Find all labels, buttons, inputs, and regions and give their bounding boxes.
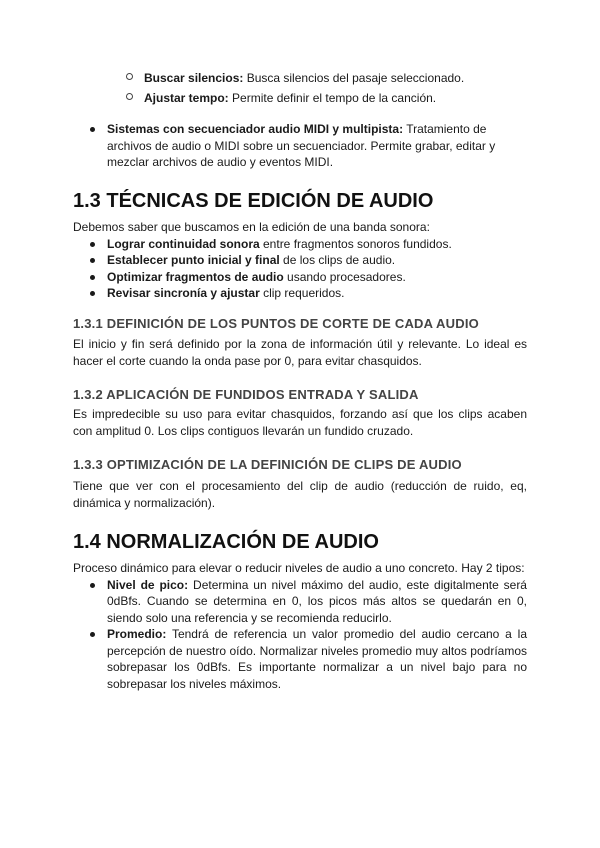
section-intro: Proceso dinámico para elevar o reducir niveles de audio a uno concreto. Hay 2 tipos:	[73, 561, 525, 575]
bullet-icon	[90, 127, 95, 132]
item-term: Lograr continuidad sonora	[107, 236, 260, 251]
list-item	[73, 285, 527, 302]
top-sublist	[120, 70, 540, 109]
list-item	[120, 90, 540, 107]
item-term: Promedio:	[107, 627, 167, 641]
item-text: Tratamiento de archivos de audio o MIDI sobre un secuenciador. Permite grabar, editar y mezclar archivos de audio y eventos MIDI.	[107, 122, 496, 169]
item-term: Buscar silencios:	[144, 71, 244, 85]
item-text: Determina un nivel máximo del audio, este digitalmente será 0dBfs. Cuando se determina en 0, los picos más altos se quedarán en 0, siendo solo una referencia y se recomienda reducirlo.	[107, 577, 527, 625]
item-text: usando procesadores.	[283, 269, 406, 284]
list-item	[73, 269, 527, 286]
item-term: Nivel de pico:	[107, 577, 189, 592]
list-item	[73, 236, 527, 253]
item-text: clip requeridos.	[259, 286, 345, 300]
bullet-icon	[90, 632, 95, 637]
item-term: Revisar sincronía y ajustar	[107, 286, 260, 300]
item-text: de los clips de audio.	[279, 253, 396, 267]
section-heading-1-3-2: 1.3.2 APLICACIÓN DE FUNDIDOS ENTRADA Y SALIDA	[73, 387, 419, 402]
bullet-icon	[90, 258, 95, 263]
item-term: Ajustar tempo:	[144, 90, 229, 105]
hollow-bullet-icon	[126, 73, 133, 80]
list-item	[120, 70, 540, 87]
section-heading-1-4: 1.4 NORMALIZACIÓN DE AUDIO	[73, 531, 379, 553]
paragraph: El inicio y fin será definido por la zona de información útil y relevante. Lo ideal es hacer el corte cuando la onda pase por 0, para evitar chasquidos.	[73, 337, 527, 368]
section-1-3-body	[73, 219, 527, 302]
bullet-icon	[90, 583, 95, 588]
item-text: Permite definir el tempo de la canción.	[228, 90, 437, 105]
item-text: Tendrá de referencia un valor promedio del audio cercano a la percepción de nuestro oído. Normalizar niveles promedio muy altos podríamos sobrepasar los 0dBfs. Es importante normalizar a un nivel bajo para no sobrepasar los niveles máximos.	[107, 627, 527, 691]
item-text: entre fragmentos sonoros fundidos.	[259, 236, 452, 251]
item-term: Establecer punto inicial y final	[107, 253, 280, 267]
list-item	[73, 577, 527, 627]
bullet-icon	[90, 291, 95, 296]
list-item	[73, 626, 527, 692]
paragraph: Es impredecible su uso para evitar chasquidos, forzando así que los clips acaben con amplitud 0. Los clips contiguos llevarán un fundido cruzado.	[73, 407, 527, 438]
bullet-icon	[90, 242, 95, 247]
list-item	[73, 252, 527, 269]
item-text: Busca silencios del pasaje seleccionado.	[243, 71, 465, 85]
section-heading-1-3: 1.3 TÉCNICAS DE EDICIÓN DE AUDIO	[73, 190, 434, 212]
section-1-4-body	[73, 560, 527, 692]
bullet-icon	[90, 275, 95, 280]
section-1-3-1-body	[73, 336, 527, 369]
section-heading-1-3-3: 1.3.3 OPTIMIZACIÓN DE LA DEFINICIÓN DE CLIPS DE AUDIO	[73, 457, 462, 472]
section-1-3-2-body	[73, 406, 527, 439]
paragraph: Tiene que ver con el procesamiento del clip de audio (reducción de ruido, eq, dinámica y normalización).	[73, 479, 527, 510]
section-intro: Debemos saber que buscamos en la edición de una banda sonora:	[73, 220, 430, 234]
item-term: Optimizar fragmentos de audio	[107, 269, 284, 284]
item-term: Sistemas con secuenciador audio MIDI y multipista:	[107, 122, 404, 136]
section-1-3-3-body	[73, 478, 527, 511]
section-heading-1-3-1: 1.3.1 DEFINICIÓN DE LOS PUNTOS DE CORTE DE CADA AUDIO	[73, 316, 479, 331]
top-bullet-block	[73, 121, 503, 171]
list-item	[73, 121, 503, 171]
hollow-bullet-icon	[126, 93, 133, 100]
